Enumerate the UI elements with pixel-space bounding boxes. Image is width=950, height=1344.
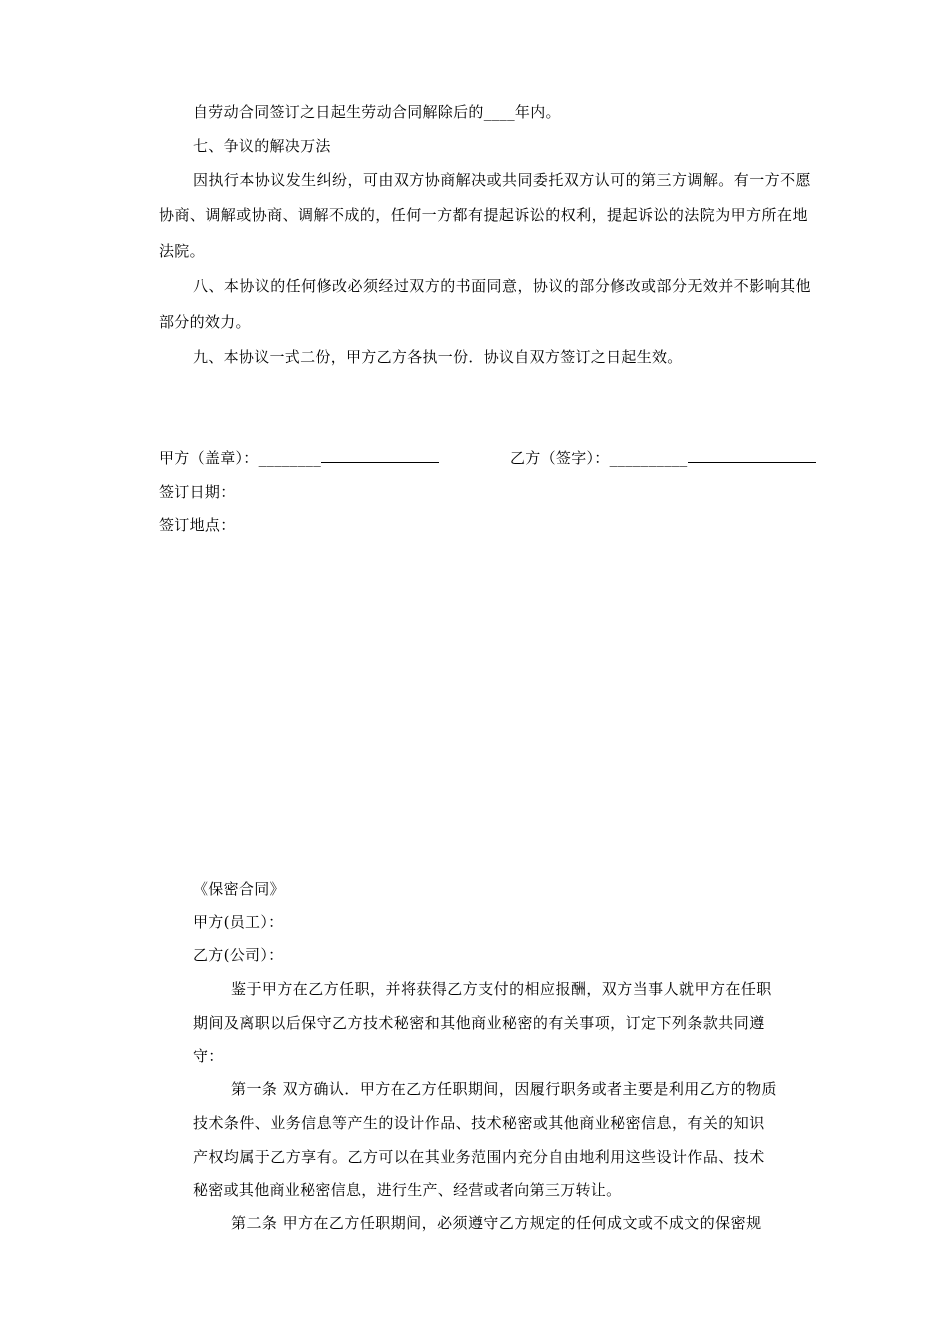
signing-place: 签订地点：: [159, 516, 236, 534]
article-one-line-3: 产权均属于乙方享有。乙方可以在其业务范围内充分自由地利用这些设计作品、技术: [193, 1148, 765, 1166]
contract-title: 《保密合同》: [193, 880, 285, 898]
signing-date: 签订日期：: [159, 483, 236, 501]
party-a-signature: [159, 448, 439, 468]
preamble-line-2: 期间及离职以后保守乙方技术秘密和其他商业秘密的有关事项，订定下列条款共同遵: [193, 1014, 765, 1032]
article-one-line-4: 秘密或其他商业秘密信息，进行生产、经营或者向第三万转让。: [193, 1181, 622, 1199]
heading-clause-seven: 七、争议的解决万法: [193, 137, 331, 155]
party-b-label: 乙方（签字）：__________: [510, 449, 688, 467]
clause-seven-line-3: 法院。: [159, 242, 205, 260]
clause-eight-line-1: 八、本协议的任何修改必须经过双方的书面同意，协议的部分修改或部分无效并不影响其他: [193, 277, 812, 295]
clause-eight-line-2: 部分的效力。: [159, 313, 251, 331]
preamble-line-3: 守：: [193, 1047, 224, 1065]
party-a-label: 甲方（盖章）：________: [159, 449, 322, 467]
party-b-signature-line: [688, 461, 816, 463]
party-a-signature-line: [321, 461, 439, 463]
party-b-signature: [510, 448, 816, 468]
clause-seven-line-2: 协商、调解或协商、调解不成的，任何一方都有提起诉讼的权利，提起诉讼的法院为甲方所在地: [159, 206, 808, 224]
party-b-company: 乙方(公司）：: [193, 946, 284, 964]
clause-seven-line-1: 因执行本协议发生纠纷，可由双方协商解决或共同委托双方认可的第三方调解。有一方不愿: [193, 171, 812, 189]
article-two-line-1: 第二条 甲方在乙方任职期间，必须遵守乙方规定的任何成文或不成文的保密规: [231, 1214, 762, 1232]
party-a-employee: 甲方(员工）：: [193, 913, 284, 931]
clause-nine: 九、本协议一式二份，甲方乙方各执一份．协议自双方签订之日起生效。: [193, 348, 683, 366]
clause-six-tail: 自劳动合同签订之日起生劳动合同解除后的____年内。: [193, 103, 561, 121]
article-one-line-1: 第一条 双方确认．甲方在乙方任职期间，因履行职务或者主要是利用乙方的物质: [231, 1080, 777, 1098]
article-one-line-2: 技术条件、业务信息等产生的设计作品、技术秘密或其他商业秘密信息，有关的知识: [193, 1114, 765, 1132]
preamble-line-1: 鉴于甲方在乙方任职，并将获得乙方支付的相应报酬，双方当事人就甲方在任职: [231, 980, 772, 998]
